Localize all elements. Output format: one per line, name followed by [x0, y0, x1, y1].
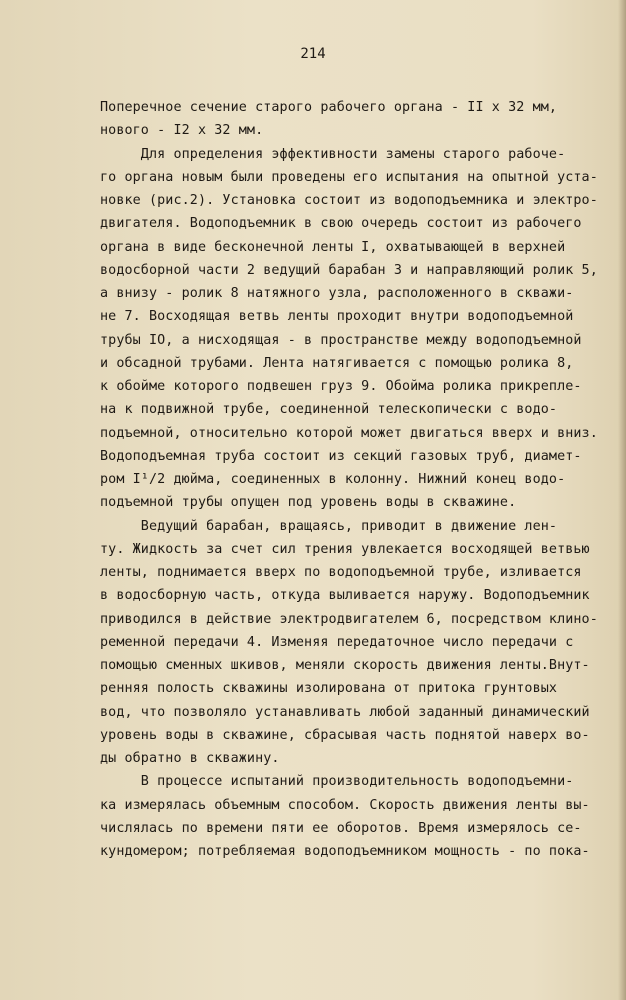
text-line: на к подвижной трубе, соединенной телескопически с водо- — [100, 402, 558, 418]
text-line: ка измерялась объемным способом. Скорость движения ленты вы- — [100, 797, 590, 813]
page-number: 214 — [300, 46, 326, 62]
text-line: Ведущий барабан, вращаясь, приводит в движение лен- — [100, 518, 558, 534]
text-line: органа в виде бесконечной ленты I, охватывающей в верхней — [100, 239, 566, 255]
text-line: В процессе испытаний производительность водоподъемни- — [100, 774, 574, 790]
text-line: подъемной трубы опущен под уровень воды в скважине. — [100, 495, 517, 511]
text-line: двигателя. Водоподъемник в свою очередь состоит из рабочего — [100, 216, 582, 232]
text-line: Для определения эффективности замены старого рабоче- — [100, 146, 566, 162]
text-line: кундомером; потребляемая водоподъемником мощность - по пока- — [100, 844, 590, 859]
text-line: приводился в действие электродвигателем 6, посредством клино- — [100, 611, 598, 627]
text-line: а внизу - ролик 8 натяжного узла, расположенного в скважи- — [100, 286, 574, 301]
text-line: ленты, поднимается вверх по водоподъемной трубе, изливается — [100, 565, 582, 580]
text-line: водосборной части 2 ведущий барабан 3 и направляющий ролик 5, — [100, 262, 598, 278]
text-line: Поперечное сечение старого рабочего органа - II х 32 мм, — [100, 100, 558, 115]
text-line: к обойме которого подвешен груз 9. Обойма ролика прикрепле- — [100, 379, 582, 394]
text-line: ту. Жидкость за счет сил трения увлекается восходящей ветвью — [100, 541, 590, 557]
text-line: и обсадной трубами. Лента натягивается с помощью ролика 8, — [100, 355, 574, 371]
text-line: трубы IO, а нисходящая - в пространстве между водоподъемной — [100, 332, 582, 348]
text-line: го органа новым были проведены его испытания на опытной уста- — [100, 169, 598, 185]
text-line: ды обратно в скважину. — [100, 751, 280, 766]
text-line: в водосборную часть, откуда выливается наружу. Водоподъемник — [100, 588, 590, 604]
text-line: не 7. Восходящая ветвь ленты проходит внутри водоподъемной — [100, 309, 574, 325]
text-line: ром I¹/2 дюйма, соединенных в колонну. Нижний конец водо- — [100, 472, 566, 487]
page-edge-shadow — [618, 0, 626, 1000]
text-line: числялась по времени пяти ее оборотов. Время измерялось се- — [100, 820, 582, 836]
text-line: вод, что позволяло устанавливать любой заданный динамический — [100, 704, 590, 720]
text-line: ременной передачи 4. Изменяя передаточное число передачи с — [100, 634, 574, 650]
text-line: нового - I2 х 32 мм. — [100, 123, 264, 139]
text-line: Водоподъемная труба состоит из секций газовых труб, диамет- — [100, 448, 582, 464]
text-line: подъемной, относительно которой может двигаться вверх и вниз. — [100, 425, 598, 441]
text-line: помощью сменных шкивов, меняли скорость движения ленты.Внут- — [100, 658, 590, 673]
text-line: новке (рис.2). Установка состоит из водоподъемника и электро- — [100, 193, 598, 208]
body-text — [100, 96, 598, 863]
text-line: ренняя полость скважины изолирована от притока грунтовых — [100, 681, 558, 697]
text-line: уровень воды в скважине, сбрасывая часть поднятой наверх во- — [100, 727, 590, 743]
